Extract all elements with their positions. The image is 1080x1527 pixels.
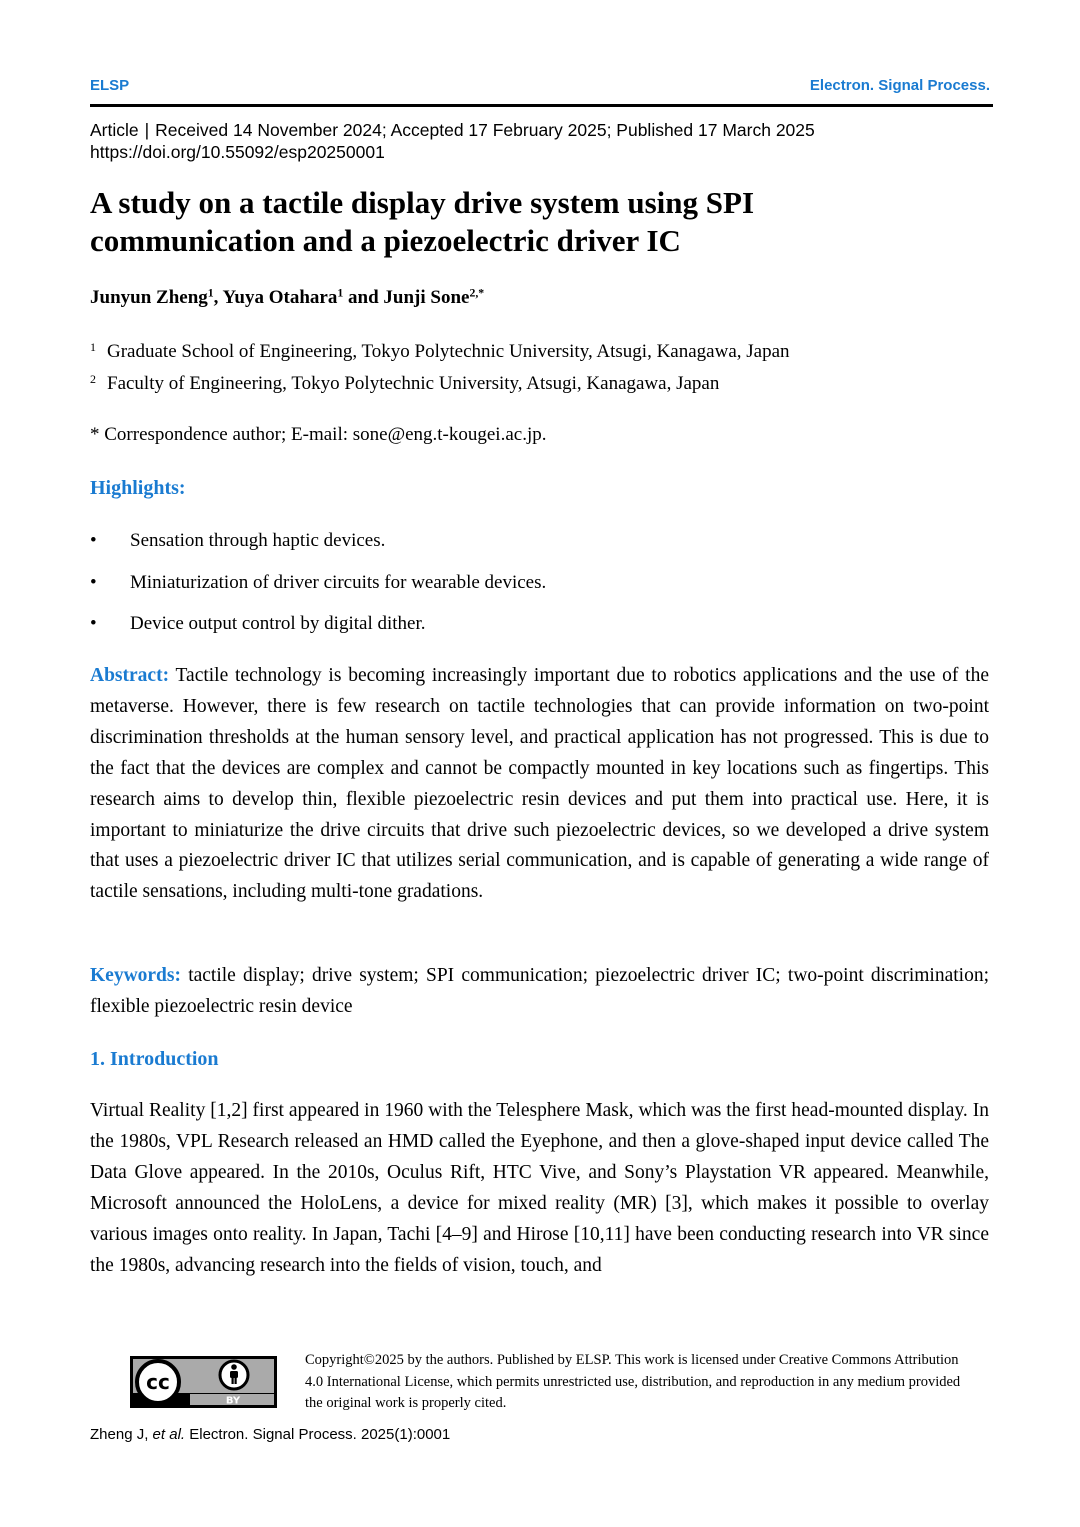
footer-journal-citation: Electron. Signal Process. 2025(1):0001 [185, 1426, 451, 1443]
doi-link[interactable]: https://doi.org/10.55092/esp20250001 [90, 142, 385, 162]
author-name: Yuya Otahara [222, 287, 338, 308]
title-line-2: communication and a piezoelectric driver IC [90, 223, 681, 258]
author-affiliation-marker: 1 [207, 286, 214, 300]
meta-separator: | [144, 120, 150, 140]
highlight-text: Device output control by digital dither. [130, 613, 426, 634]
header-rule [90, 104, 993, 107]
article-type: Article [90, 120, 139, 140]
author-affiliation-marker: 1 [337, 286, 344, 300]
affiliation [90, 372, 719, 395]
cc-badge-label: cc [146, 1370, 170, 1394]
correspondence-note: * Correspondence author; E-mail: sone@eng.t-kougei.ac.jp. [90, 424, 547, 445]
footer-etal: et al. [152, 1426, 186, 1443]
bullet-icon: • [90, 613, 97, 634]
affiliation-text: Faculty of Engineering, Tokyo Polytechnic University, Atsugi, Kanagawa, Japan [107, 373, 720, 394]
highlight-text: Miniaturization of driver circuits for wearable devices. [130, 571, 547, 593]
abstract-label: Abstract: [90, 665, 170, 686]
author-separator: and [343, 287, 384, 308]
bullet-icon: • [90, 530, 97, 551]
author-name: Junji Sone [383, 287, 470, 308]
introduction-text: Virtual Reality [1,2] first appeared in 1960 with the Telesphere Mask, which was the first head-mounted display. In the 1980s, VPL Research released an HMD called the Eyephone, and then a glove-shaped input device called The Data Glove appeared. In the 2010s, Oculus Rift, HTC Vive, and Sony’s Playstation VR appeared. Meanwhile, Microsoft announced the HoloLens, a device for mixed reality (MR) [3], which makes it possible to overlay various images onto reality. In Japan, Tachi [4–9] and Hirose [10,11] have been conducting research into VR since the 1980s, advancing research into the fields of vision, touch, and [90, 1100, 989, 1276]
keywords-text: tactile display; drive system; SPI communication; piezoelectric driver IC; two-point discrimination; flexible piezoelectric resin device [90, 965, 990, 1017]
author-separator: , [213, 287, 223, 308]
title-line-1: A study on a tactile display drive system using SPI [90, 185, 755, 220]
cc-by-license-icon [130, 1356, 277, 1408]
affiliation [90, 340, 790, 363]
highlights-list [90, 527, 546, 652]
highlights-heading: Highlights: [90, 477, 186, 499]
highlight-text: Sensation through haptic devices. [130, 530, 386, 551]
journal-abbreviation: Electron. Signal Process. [809, 77, 990, 94]
introduction-heading: 1. Introduction [90, 1048, 219, 1070]
author-list [90, 287, 484, 309]
abstract-text: Tactile technology is becoming increasingly important due to robotics applications and the use of the metaverse. However, there is few research on tactile technologies that can provide information on two-point discrimination thresholds at the human sensory level, and practical application has not progressed. This is due to the fact that the devices are complex and cannot be compactly mounted in key locations such as fingertips. This research aims to develop thin, flexible piezoelectric resin devices and put them into practical use. Here, it is important to miniaturize the drive circuits that drive such piezoelectric devices, so we developed a drive system that uses a piezoelectric driver IC that utilizes serial communication, and is capable of generating a wide range of tactile sensations, including multi-tone gradations. [90, 665, 990, 903]
affiliation-number: 2 [90, 372, 96, 386]
journal-short-name: ELSP [90, 77, 130, 94]
list-item [90, 527, 546, 569]
article-meta [90, 119, 815, 163]
affiliation-number: 1 [90, 340, 96, 354]
license-text: Copyright©2025 by the authors. Published by ELSP. This work is licensed under Creative Commons Attribution 4.0 International License, which permits unrestricted use, distribution, and reproduction in any medium provided the original work is properly cited. [305, 1352, 961, 1411]
author-affiliation-marker: 2,* [469, 286, 485, 300]
footer-authors: Zheng J, [90, 1426, 153, 1443]
by-badge-label: BY [225, 1395, 241, 1407]
keywords-label: Keywords: [90, 965, 181, 986]
footer-citation [90, 1426, 450, 1443]
affiliation-text: Graduate School of Engineering, Tokyo Polytechnic University, Atsugi, Kanagawa, Japan [107, 341, 790, 362]
paper-title [90, 184, 993, 260]
article-dates: Received 14 November 2024; Accepted 17 February 2025; Published 17 March 2025 [155, 120, 815, 140]
list-item [90, 569, 546, 611]
article-dates-line [90, 119, 815, 141]
keywords [90, 961, 989, 1023]
list-item [90, 610, 546, 652]
abstract [90, 661, 989, 908]
author-name: Junyun Zheng [90, 287, 208, 308]
bullet-icon: • [90, 571, 97, 593]
